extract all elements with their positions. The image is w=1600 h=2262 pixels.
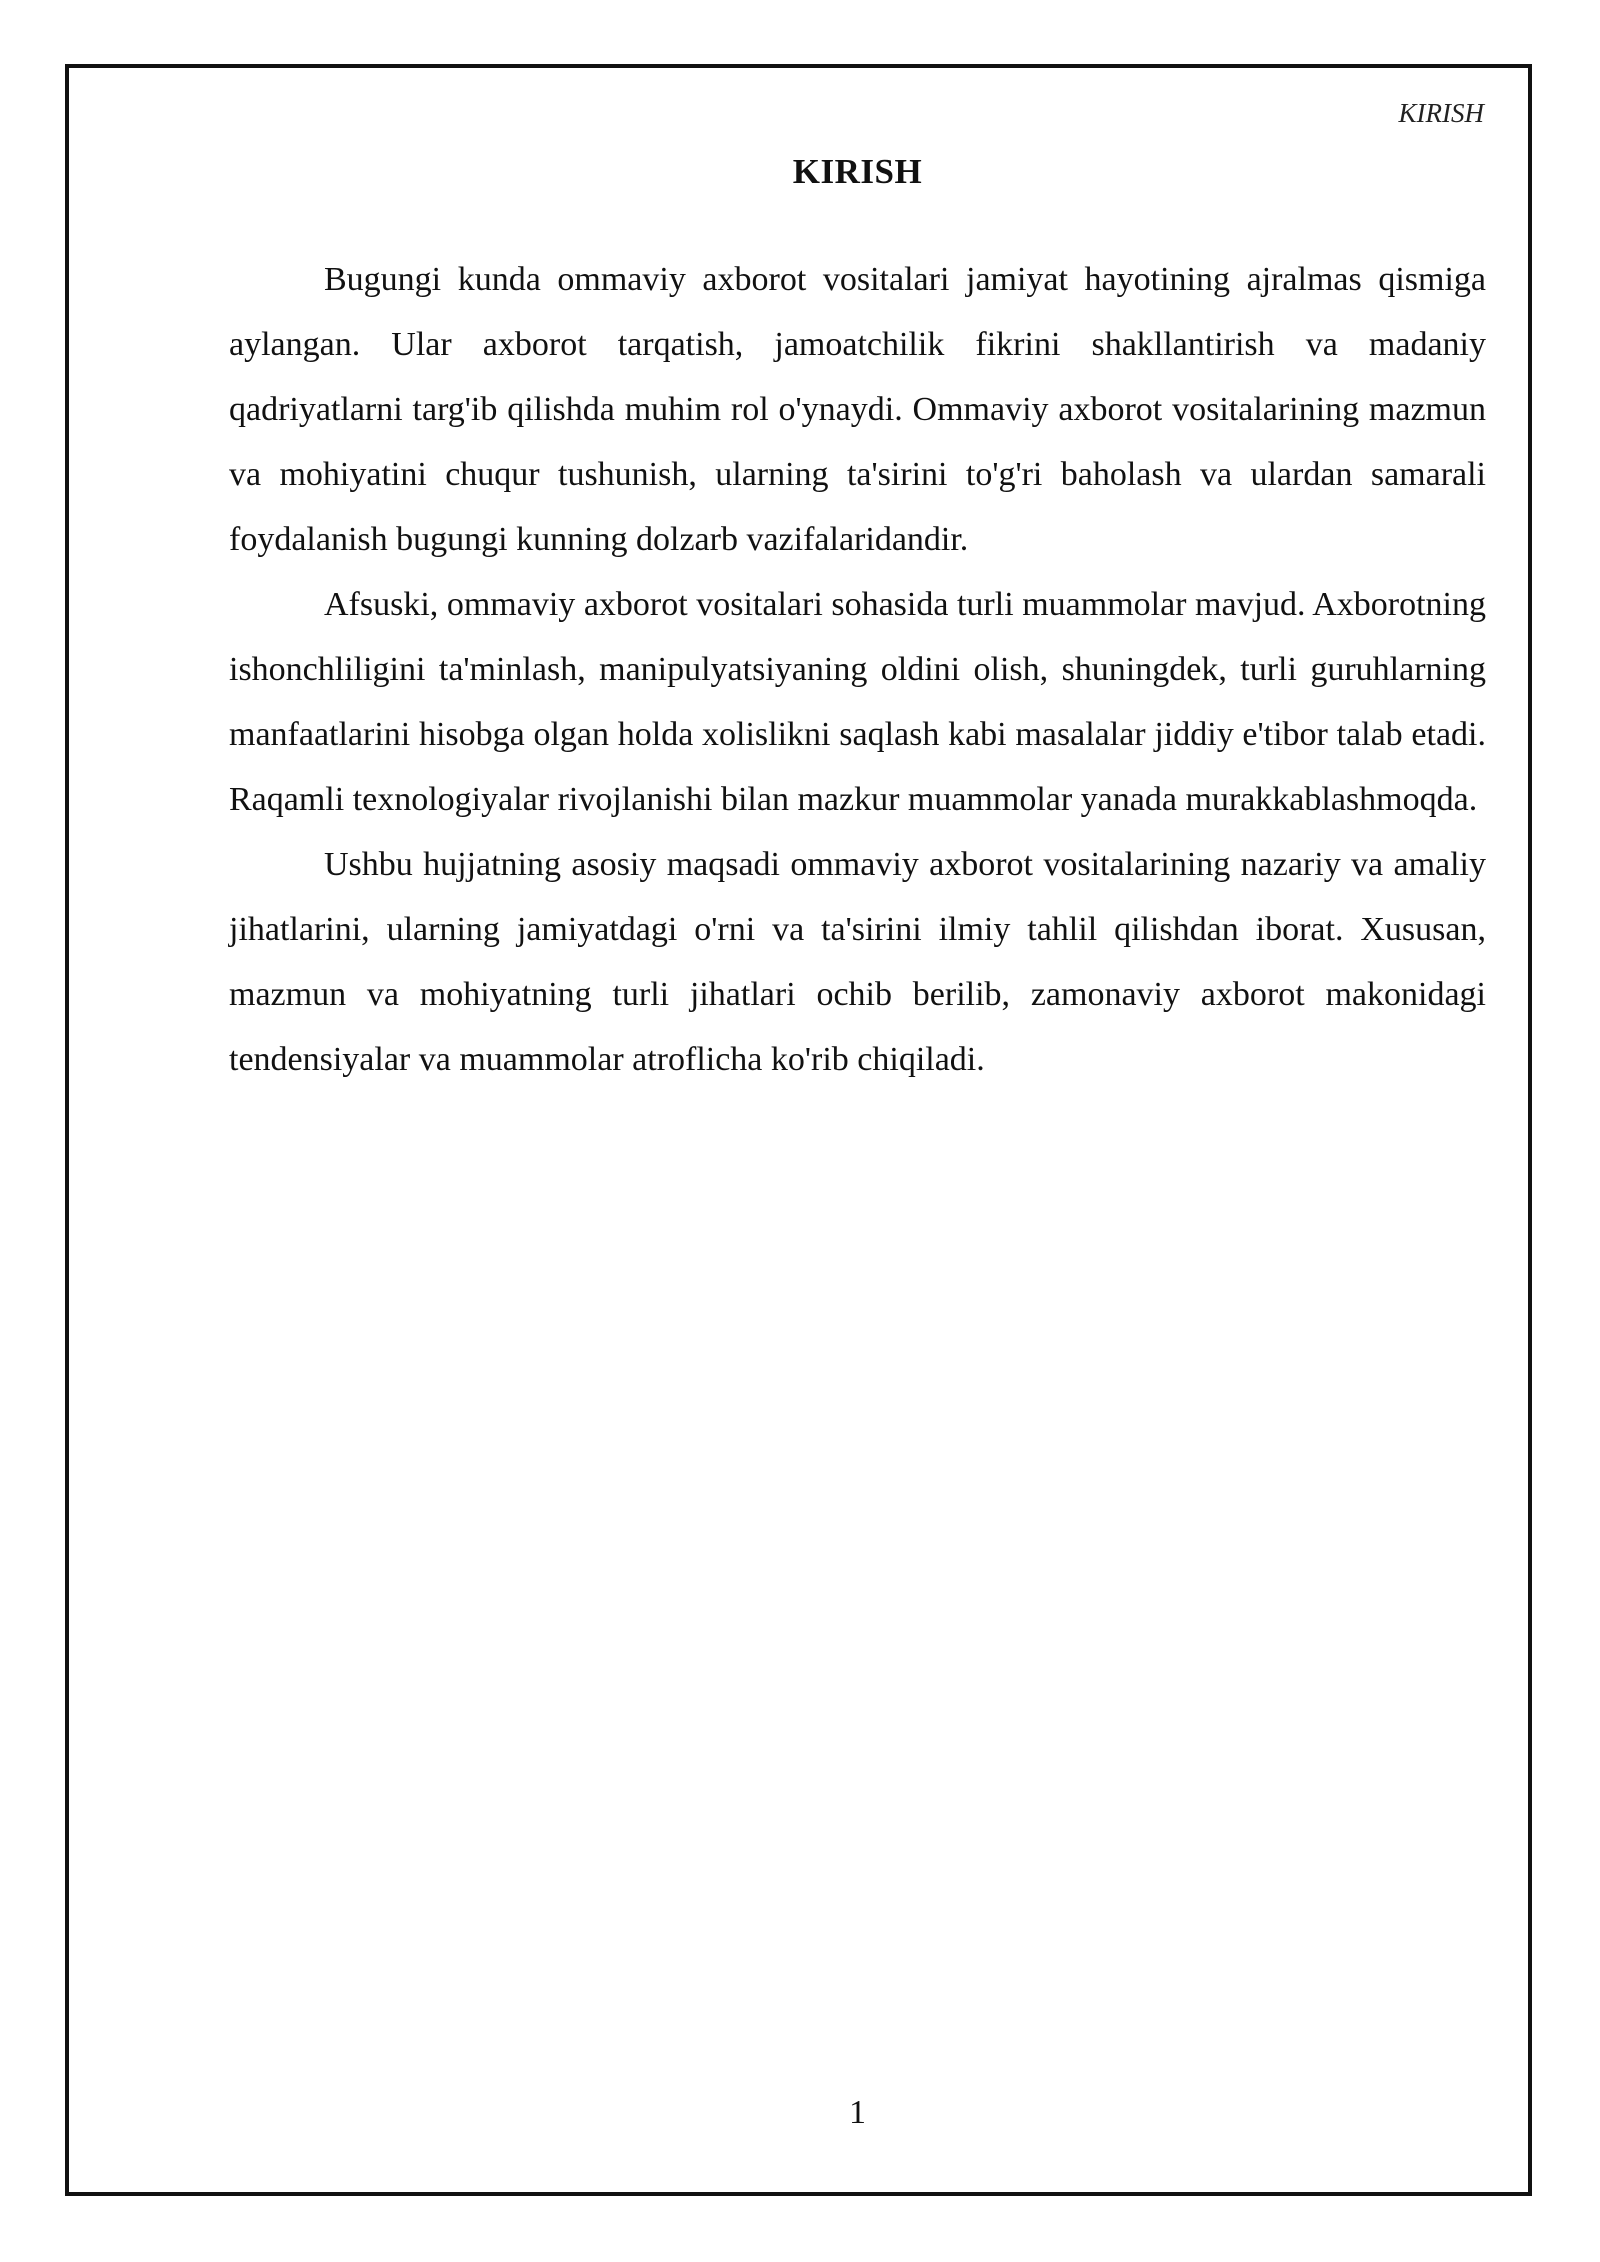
paragraph: Bugungi kunda ommaviy axborot vositalari jamiyat hayotining ajralmas qismiga aylangan. Ular axborot tarqatish, jamoatchilik fikrini shakllantirish va madaniy qadriyatlarni targ'ib qilishda muhim rol o'ynaydi. Ommaviy axborot vositalarining mazmun va mohiyatini chuqur tushunish, ularning ta'sirini to'g'ri baholash va ulardan samarali foydalanish bugungi kunning dolzarb vazifalaridandir. bbox=[229, 261, 1486, 558]
document-body bbox=[229, 247, 1486, 1092]
page-number: 1 bbox=[849, 2094, 866, 2131]
page-title: KIRISH bbox=[792, 152, 923, 191]
running-header: KIRISH bbox=[1398, 98, 1484, 128]
paragraph: Ushbu hujjatning asosiy maqsadi ommaviy axborot vositalarining nazariy va amaliy jihatlarini, ularning jamiyatdagi o'rni va ta'sirini ilmiy tahlil qilishdan iborat. Xususan, mazmun va mohiyatning turli jihatlari ochib berilib, zamonaviy axborot makonidagi tendensiyalar va muammolar atroflicha ko'rib chiqiladi. bbox=[229, 846, 1486, 1078]
paragraph: Afsuski, ommaviy axborot vositalari sohasida turli muammolar mavjud. Axborotning ishonchliligini ta'minlash, manipulyatsiyaning oldini olish, shuningdek, turli guruhlarning manfaatlarini hisobga olgan holda xolislikni saqlash kabi masalalar jiddiy e'tibor talab etadi. Raqamli texnologiyalar rivojlanishi bilan mazkur muammolar yanada murakkablashmoqda. bbox=[229, 586, 1486, 818]
